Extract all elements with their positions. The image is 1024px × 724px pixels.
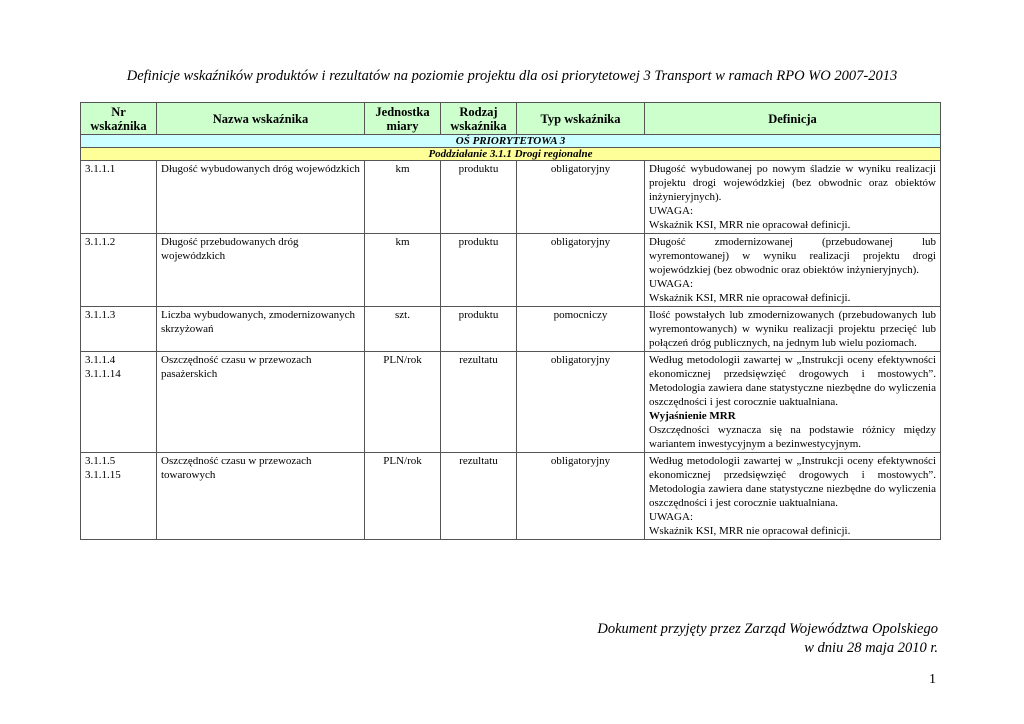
- definition-text: Według metodologii zawartej w „Instrukcji oceny efektywności ekonomicznej przedsięwzięć drogowych i mostowych”. Metodologia zawiera dane statystyczne niezbędne do wyliczenia oszczędności i jest corocznie uaktualniana.: [649, 354, 936, 408]
- definition-note-label: UWAGA:: [649, 205, 693, 217]
- page-number: 1: [929, 672, 936, 687]
- definition-text: Według metodologii zawartej w „Instrukcji oceny efektywności ekonomicznej przedsięwzięć drogowych i mostowych”. Metodologia zawiera dane statystyczne niezbędne do wyliczenia oszczędności i jest corocznie uaktualniana.: [649, 455, 936, 509]
- definition-explanation: Oszczędności wyznacza się na podstawie różnicy między wariantem inwestycyjnym a bezinwestycyjnym.: [649, 424, 936, 450]
- cell-kind: rezultatu: [441, 352, 517, 453]
- header-rodzaj: Rodzaj wskaźnika: [441, 103, 517, 135]
- cell-type: obligatoryjny: [517, 453, 645, 540]
- cell-name: Długość wybudowanych dróg wojewódzkich: [157, 161, 365, 234]
- cell-type: pomocniczy: [517, 307, 645, 352]
- table-row: [81, 161, 941, 234]
- nr-primary: 3.1.1.4: [85, 354, 116, 366]
- definition-note-label: UWAGA:: [649, 278, 693, 290]
- table-row: [81, 307, 941, 352]
- table-row: [81, 352, 941, 453]
- cell-definition: [645, 352, 941, 453]
- cell-nr: [81, 453, 157, 540]
- definition-note: Wskaźnik KSI, MRR nie opracował definicji.: [649, 292, 851, 304]
- cell-name: Liczba wybudowanych, zmodernizowanych skrzyżowań: [157, 307, 365, 352]
- table-header-row: [81, 103, 941, 135]
- definition-explanation-label: Wyjaśnienie MRR: [649, 410, 736, 422]
- table-row: [81, 234, 941, 307]
- cell-type: obligatoryjny: [517, 161, 645, 234]
- header-nazwa: Nazwa wskaźnika: [157, 103, 365, 135]
- cell-kind: produktu: [441, 161, 517, 234]
- subaction-row: [81, 148, 941, 161]
- cell-kind: produktu: [441, 307, 517, 352]
- nr-secondary: 3.1.1.14: [85, 368, 121, 380]
- cell-unit: km: [365, 161, 441, 234]
- definition-note: Wskaźnik KSI, MRR nie opracował definicji.: [649, 219, 851, 231]
- definition-text: Długość wybudowanej po nowym śladzie w wyniku realizacji projektu drogi wojewódzkiej (bez obwodnic oraz obiektów inżynieryjnych).: [649, 163, 936, 203]
- subaction-label: Poddziałanie 3.1.1 Drogi regionalne: [81, 148, 941, 161]
- definition-text: Ilość powstałych lub zmodernizowanych (przebudowanych lub wyremontowanych) w wyniku realizacji projektu przecięć lub połączeń dróg publicznych, na jednym lub wielu poziomach.: [649, 309, 936, 349]
- cell-nr: [81, 352, 157, 453]
- definition-note: Wskaźnik KSI, MRR nie opracował definicji.: [649, 525, 851, 537]
- cell-type: obligatoryjny: [517, 234, 645, 307]
- cell-name: Oszczędność czasu w przewozach towarowych: [157, 453, 365, 540]
- nr-primary: 3.1.1.1: [85, 163, 116, 175]
- cell-name: Długość przebudowanych dróg wojewódzkich: [157, 234, 365, 307]
- cell-unit: km: [365, 234, 441, 307]
- cell-definition: [645, 161, 941, 234]
- document-title: Definicje wskaźników produktów i rezultatów na poziomie projektu dla osi priorytetowej 3 Transport w ramach RPO WO 2007-2013: [126, 68, 898, 84]
- approval-line-1: Dokument przyjęty przez Zarząd Województwa Opolskiego: [597, 621, 938, 637]
- cell-kind: rezultatu: [441, 453, 517, 540]
- cell-kind: produktu: [441, 234, 517, 307]
- nr-primary: 3.1.1.2: [85, 236, 116, 248]
- header-definicja: Definicja: [645, 103, 941, 135]
- axis-label: OŚ PRIORYTETOWA 3: [81, 135, 941, 148]
- cell-nr: [81, 234, 157, 307]
- header-typ: Typ wskaźnika: [517, 103, 645, 135]
- table-row: [81, 453, 941, 540]
- cell-type: obligatoryjny: [517, 352, 645, 453]
- cell-unit: szt.: [365, 307, 441, 352]
- cell-nr: [81, 161, 157, 234]
- nr-primary: 3.1.1.5: [85, 455, 116, 467]
- approval-line-2: w dniu 28 maja 2010 r.: [804, 640, 938, 656]
- header-jednostka: Jednostka miary: [365, 103, 441, 135]
- cell-definition: [645, 234, 941, 307]
- cell-definition: [645, 453, 941, 540]
- definition-text: Długość zmodernizowanej (przebudowanej lub wyremontowanej) w wyniku realizacji projektu drogi wojewódzkiej (bez obwodnic oraz obiektów inżynieryjnych).: [649, 236, 936, 276]
- indicators-table: [80, 102, 941, 540]
- header-nr: Nr wskaźnika: [81, 103, 157, 135]
- definition-note-label: UWAGA:: [649, 511, 693, 523]
- cell-unit: PLN/rok: [365, 352, 441, 453]
- cell-unit: PLN/rok: [365, 453, 441, 540]
- nr-secondary: 3.1.1.15: [85, 469, 121, 481]
- approval-note: [597, 620, 938, 658]
- cell-definition: [645, 307, 941, 352]
- cell-name: Oszczędność czasu w przewozach pasażerskich: [157, 352, 365, 453]
- axis-row: [81, 135, 941, 148]
- cell-nr: [81, 307, 157, 352]
- nr-primary: 3.1.1.3: [85, 309, 116, 321]
